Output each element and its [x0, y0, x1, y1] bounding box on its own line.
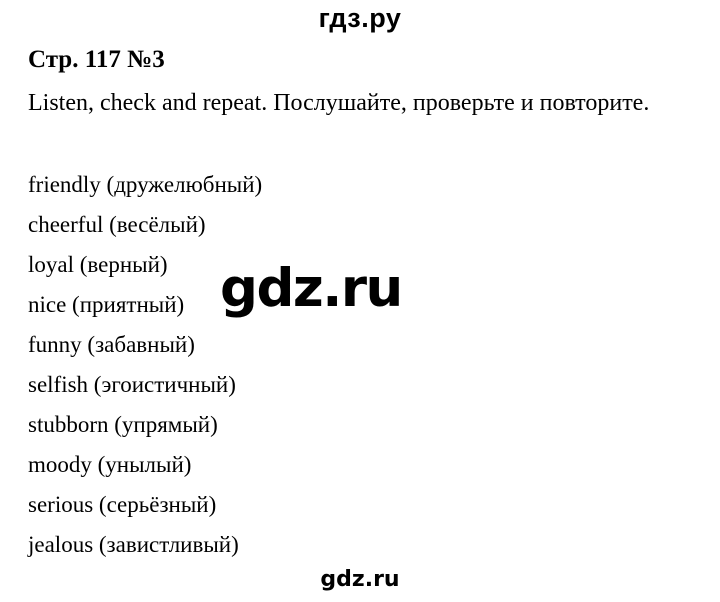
answer-content: [28, 47, 692, 572]
gdz-watermark: gdz.ru: [220, 258, 402, 319]
site-logo-footer[interactable]: gdz.ru: [320, 567, 400, 592]
task-instruction: Listen, check and repeat. Послушайте, проверьте и повторите.: [28, 90, 650, 116]
word-list: [28, 172, 692, 572]
site-header: [0, 0, 720, 33]
word-list-item: funny (забавный): [28, 332, 195, 357]
word-list-item: nice (приятный): [28, 292, 185, 317]
site-logo-header[interactable]: гдз.ру: [318, 3, 402, 33]
word-list-item: stubborn (упрямый): [28, 412, 218, 437]
page-reference-heading: Стр. 117 №3: [28, 46, 165, 73]
site-footer: [0, 567, 720, 593]
word-list-item: cheerful (весёлый): [28, 212, 206, 237]
word-list-item: selfish (эгоистичный): [28, 372, 236, 397]
word-list-item: moody (унылый): [28, 452, 192, 477]
word-list-item: loyal (верный): [28, 252, 168, 277]
word-list-item: serious (серьёзный): [28, 492, 217, 517]
word-list-item: friendly (дружелюбный): [28, 172, 263, 197]
word-list-item: jealous (завистливый): [28, 532, 239, 557]
